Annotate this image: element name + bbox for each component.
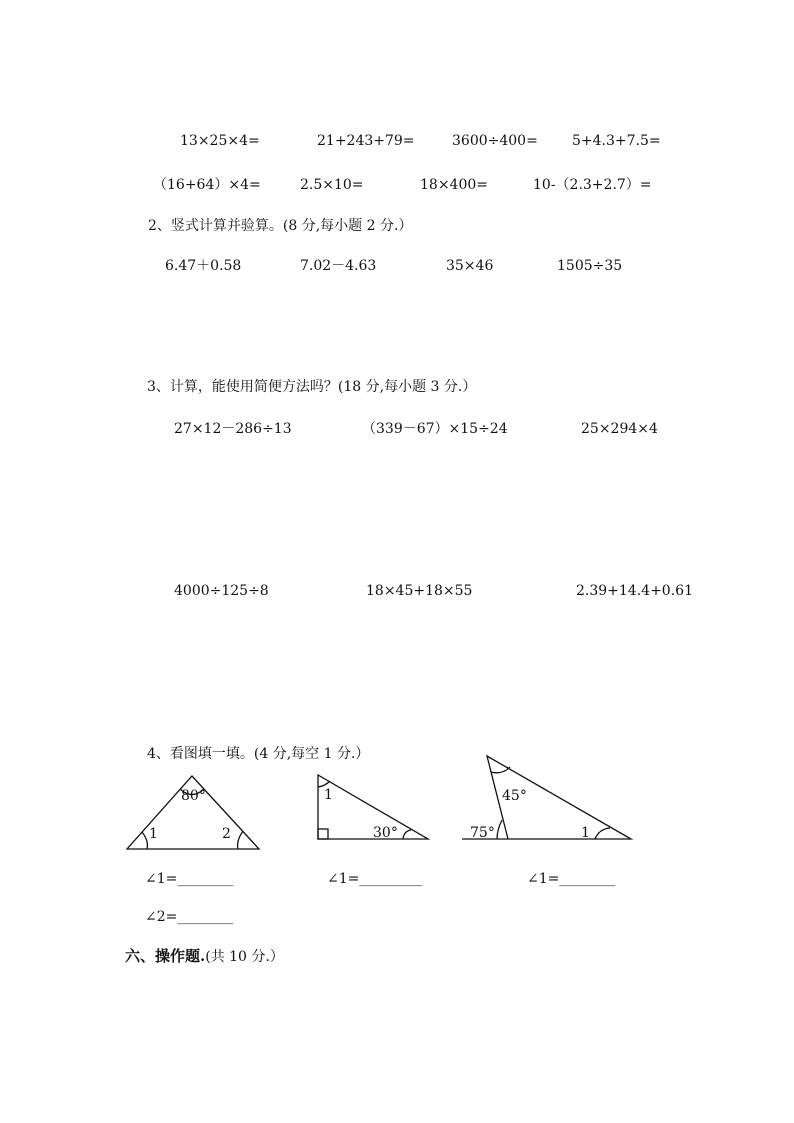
triangle-1-left-arc — [142, 832, 147, 849]
section6-heading — [125, 949, 284, 964]
oral-calc-6: 2.5×10= — [300, 177, 364, 193]
triangle-2-angle-arc — [403, 830, 411, 839]
oral-calc-4: 5+4.3+7.5= — [572, 133, 661, 149]
oral-calc-3: 3600÷400= — [452, 133, 538, 149]
simplify-calc-5: 18×45+18×55 — [366, 583, 473, 599]
section6-points: (共 10 分.） — [205, 949, 284, 965]
tri3-right-label: 1 — [581, 825, 590, 841]
section2-title: 2、竖式计算并验算。(8 分,每小题 2 分.） — [148, 218, 413, 234]
simplify-calc-4: 4000÷125÷8 — [174, 583, 269, 599]
triangle-3-right-arc — [595, 828, 610, 839]
simplify-calc-3: 25×294×4 — [581, 421, 658, 437]
section3-title: 3、计算，能使用简便方法吗？(18 分,每小题 3 分.） — [147, 379, 477, 395]
tri2-angle-label: 30° — [373, 825, 398, 841]
oral-calc-1: 13×25×4= — [180, 133, 260, 149]
vertical-calc-3: 35×46 — [446, 258, 494, 274]
oral-calc-2: 21+243+79= — [317, 133, 415, 149]
oral-calc-8: 10-（2.3+2.7）= — [533, 177, 652, 193]
tri2-top-label: 1 — [324, 787, 333, 803]
triangle-1-right-arc — [238, 831, 243, 849]
answer-angle1-tri2[interactable]: ∠1=_________ — [327, 871, 423, 887]
simplify-calc-1: 27×12－286÷13 — [174, 421, 292, 437]
tri3-exterior-label: 75° — [470, 825, 495, 841]
oral-calc-5: （16+64）×4= — [153, 177, 261, 193]
tri1-right-label: 2 — [222, 826, 231, 842]
tri1-left-label: 1 — [149, 826, 158, 842]
vertical-calc-4: 1505÷35 — [557, 258, 623, 274]
tri1-apex-label: 80° — [181, 788, 206, 804]
triangle-3-exterior-arc — [497, 820, 502, 839]
vertical-calc-2: 7.02－4.63 — [300, 258, 377, 274]
oral-calc-7: 18×400= — [420, 177, 488, 193]
simplify-calc-6: 2.39+14.4+0.61 — [576, 583, 693, 599]
tri3-top-label: 45° — [502, 788, 527, 804]
right-angle-mark — [318, 829, 328, 839]
answer-angle2-tri1[interactable]: ∠2=________ — [145, 909, 234, 925]
answer-angle1-tri3[interactable]: ∠1=________ — [527, 871, 616, 887]
section6-title: 六、操作题. — [125, 947, 206, 965]
section4-title: 4、看图填一填。(4 分,每空 1 分.） — [147, 746, 370, 762]
answer-angle1-tri1[interactable]: ∠1=________ — [145, 871, 234, 887]
simplify-calc-2: （339－67）×15÷24 — [362, 421, 508, 437]
vertical-calc-1: 6.47＋0.58 — [165, 258, 242, 274]
